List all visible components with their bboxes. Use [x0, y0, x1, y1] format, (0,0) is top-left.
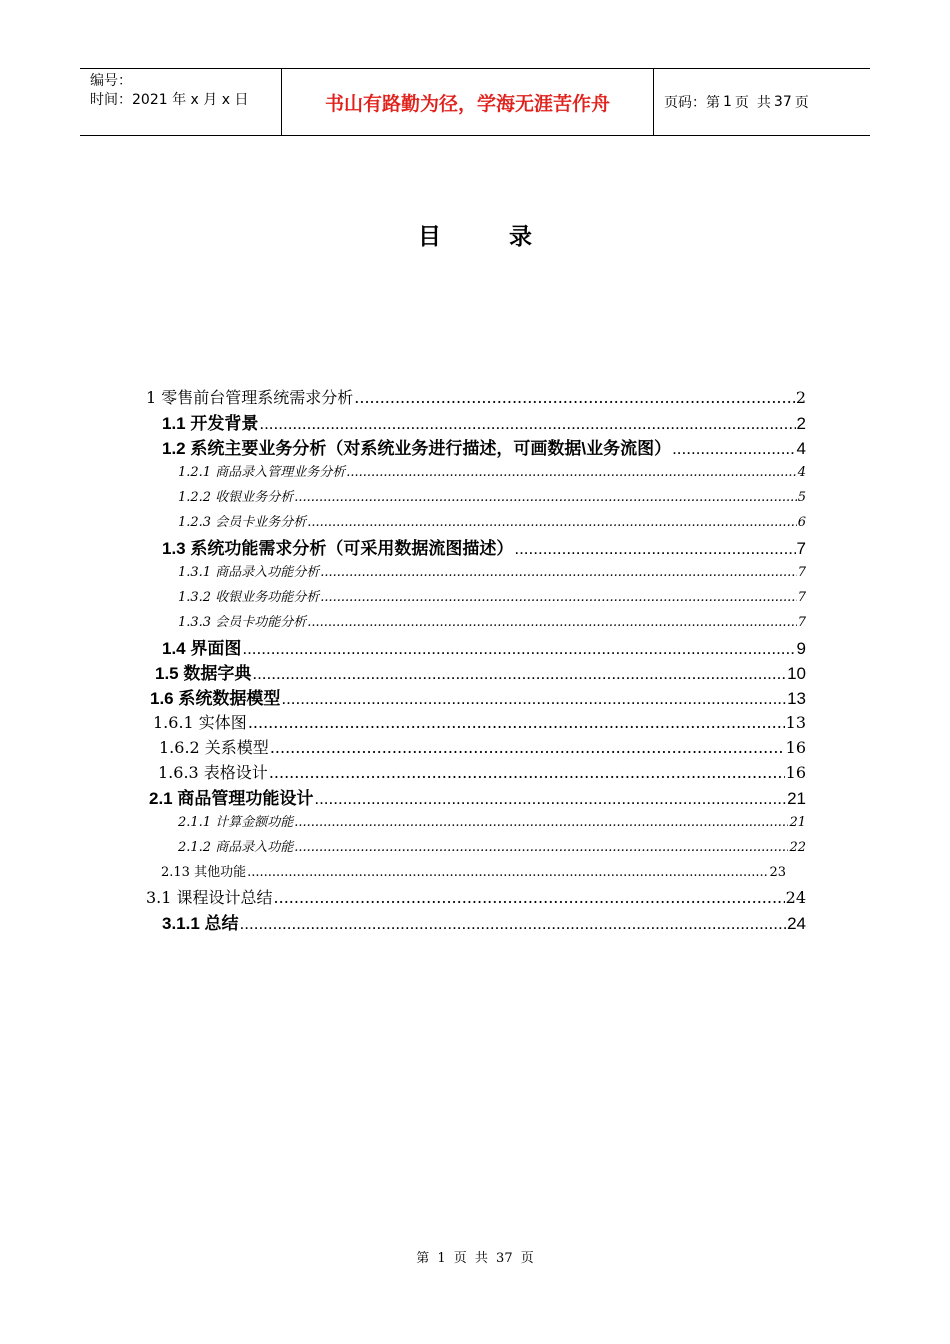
page-header [80, 68, 870, 136]
toc-dot-leader [346, 465, 797, 480]
toc-entry-page: 4 [797, 465, 806, 480]
page-number: 1 [723, 94, 732, 110]
header-page-cell [654, 69, 870, 135]
toc-entry-label: 1.2.2 收银业务分析 [178, 490, 294, 505]
toc-dot-leader [270, 738, 785, 757]
toc-entry-page: 13 [787, 689, 806, 708]
toc-entry-page: 4 [796, 439, 806, 458]
toc-entry[interactable] [178, 486, 806, 505]
toc-entry-label: 1.6.1 实体图 [153, 713, 247, 732]
page-unit: 页 [734, 95, 749, 111]
toc-dot-leader [247, 865, 768, 880]
toc-entry-label: 2.1.2 商品录入功能 [178, 840, 294, 855]
toc-entry[interactable] [149, 784, 806, 809]
toc-entry-page: 10 [787, 664, 806, 683]
toc-dot-leader [269, 763, 785, 782]
toc-dot-leader [294, 490, 797, 505]
toc-entry-page: 7 [797, 590, 806, 605]
toc-entry-label: 1.3.1 商品录入功能分析 [178, 565, 320, 580]
toc-entry-label: 1.3.2 收银业务功能分析 [178, 590, 320, 605]
toc-entry[interactable] [162, 909, 806, 934]
toc-dot-leader [672, 439, 795, 459]
toc-entry-page: 9 [796, 639, 806, 658]
header-motto-cell [282, 69, 654, 135]
page-prefix: 页码：第 [664, 95, 720, 111]
toc-entry-page: 21 [787, 789, 806, 808]
toc-entry[interactable] [146, 885, 806, 908]
total-number: 37 [773, 94, 792, 110]
toc-entry-label: 2.1.1 计算金额功能 [178, 815, 294, 830]
toc-entry-page: 13 [785, 713, 806, 732]
toc-entry[interactable] [178, 561, 806, 580]
toc-entry[interactable] [155, 659, 806, 684]
toc-entry-label: 1.1 开发背景 [162, 414, 259, 433]
toc-dot-leader [242, 639, 795, 659]
toc-entry-label: 1.4 界面图 [162, 639, 242, 658]
toc-dot-leader [281, 689, 786, 709]
toc-dot-leader [314, 789, 786, 809]
toc-entry-page: 21 [789, 815, 806, 830]
toc-entry-label: 1.6 系统数据模型 [150, 689, 281, 708]
toc-entry-page: 16 [785, 738, 806, 757]
toc-dot-leader [294, 840, 788, 855]
toc-dot-leader [320, 565, 797, 580]
toc-entry[interactable] [178, 836, 806, 855]
toc-entry[interactable] [162, 534, 806, 559]
toc-entry-page: 7 [797, 565, 806, 580]
page-title: 目 录 [417, 224, 562, 250]
toc-entry[interactable] [158, 760, 806, 783]
toc-entry-label: 1.3 系统功能需求分析（可采用数据流图描述） [162, 539, 514, 558]
toc-entry[interactable] [162, 634, 806, 659]
toc-dot-leader [252, 664, 786, 684]
toc-entry-page: 24 [785, 888, 806, 907]
toc-entry-label: 1.2.1 商品录入管理业务分析 [178, 465, 346, 480]
toc-entry[interactable] [162, 409, 806, 434]
toc-entry[interactable] [178, 461, 806, 480]
toc-entry[interactable] [178, 611, 806, 630]
header-meta-cell [80, 69, 282, 135]
toc-entry-page: 7 [796, 539, 806, 558]
toc-entry-page: 6 [797, 515, 806, 530]
toc-dot-leader [354, 388, 795, 407]
toc-entry[interactable] [159, 735, 806, 758]
toc-dot-leader [320, 590, 797, 605]
total-prefix: 共 [756, 95, 771, 111]
page-footer: 第 1 页 共 37 页 [416, 1251, 534, 1266]
toc-dot-leader [240, 914, 787, 934]
toc-dot-leader [307, 615, 797, 630]
toc-entry-label: 1.3.3 会员卡功能分析 [178, 615, 307, 630]
toc-entry-label: 2.13 其他功能 [161, 865, 247, 880]
toc-dot-leader [514, 539, 795, 559]
number-label: 编号： [90, 73, 132, 89]
toc-entry-label: 1.2 系统主要业务分析（对系统业务进行描述，可画数据\业务流图） [162, 439, 672, 458]
toc-entry-label: 3.1.1 总结 [162, 914, 239, 933]
toc-entry-label: 3.1 课程设计总结 [146, 888, 273, 907]
toc-dot-leader [307, 515, 797, 530]
motto-text: 书山有路勤为径，学海无涯苦作舟 [324, 92, 610, 115]
toc-entry-page: 22 [789, 840, 806, 855]
toc-dot-leader [248, 713, 785, 732]
toc-entry-label: 1 零售前台管理系统需求分析 [146, 388, 354, 407]
toc-entry[interactable] [178, 511, 806, 530]
toc-entry[interactable] [150, 684, 806, 709]
toc-entry-label: 1.6.3 表格设计 [158, 763, 268, 782]
toc-entry-page: 2 [795, 388, 806, 407]
toc-entry[interactable] [153, 710, 806, 733]
toc-entry-label: 1.6.2 关系模型 [159, 738, 269, 757]
total-unit: 页 [794, 95, 809, 111]
toc-dot-leader [294, 815, 788, 830]
toc-entry-page: 24 [787, 914, 806, 933]
toc-entry-page: 16 [785, 763, 806, 782]
toc-entry-page: 2 [796, 414, 806, 433]
toc-entry-page: 7 [797, 615, 806, 630]
toc-entry-page: 23 [769, 865, 786, 880]
toc-entry-label: 2.1 商品管理功能设计 [149, 789, 314, 808]
time-label: 时间：2021 年 x 月 x 日 [90, 92, 249, 108]
toc-entry-label: 1.5 数据字典 [155, 664, 252, 683]
toc-entry[interactable] [162, 434, 806, 459]
toc-entry[interactable] [161, 861, 786, 880]
toc-entry-page: 5 [797, 490, 806, 505]
toc-dot-leader [259, 414, 795, 434]
toc-entry[interactable] [146, 385, 806, 408]
toc-entry[interactable] [178, 586, 806, 605]
toc-entry[interactable] [178, 811, 806, 830]
toc-entry-label: 1.2.3 会员卡业务分析 [178, 515, 307, 530]
toc-dot-leader [274, 888, 785, 907]
